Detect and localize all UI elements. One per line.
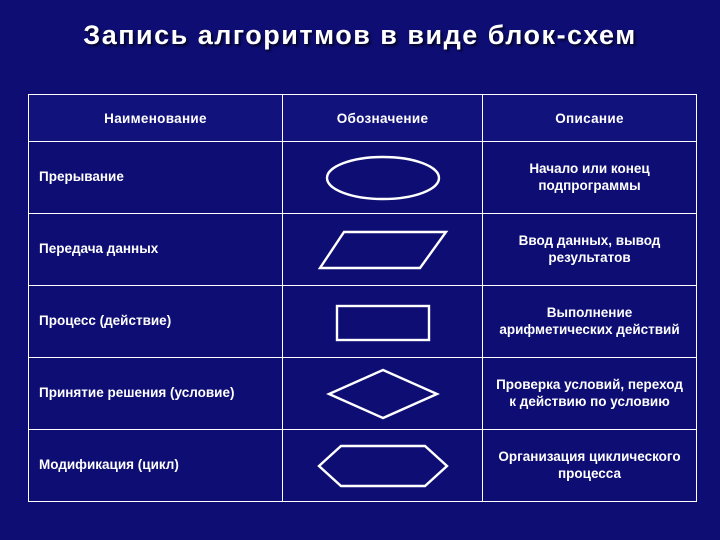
- table-header-row: [29, 95, 697, 142]
- symbol-description: Организация циклического процесса: [483, 430, 697, 502]
- symbol-graphic-cell: [283, 430, 483, 502]
- ellipse-shape: [283, 147, 482, 209]
- symbol-name: Прерывание: [29, 142, 283, 214]
- symbol-name: Процесс (действие): [29, 286, 283, 358]
- table-row: [29, 214, 697, 286]
- page-title: Запись алгоритмов в виде блок-схем: [83, 20, 637, 50]
- flowchart-symbols-table: [28, 94, 696, 502]
- symbol-description: Выполнение арифметических действий: [483, 286, 697, 358]
- hexagon-shape: [283, 435, 482, 497]
- symbol-name: Передача данных: [29, 214, 283, 286]
- symbol-graphic-cell: [283, 142, 483, 214]
- column-header-description: Описание: [483, 95, 697, 142]
- rhombus-shape: [283, 363, 482, 425]
- symbol-graphic-cell: [283, 358, 483, 430]
- column-header-symbol: Обозначение: [283, 95, 483, 142]
- symbol-graphic-cell: [283, 286, 483, 358]
- table-row: [29, 142, 697, 214]
- table-row: [29, 358, 697, 430]
- symbol-description: Ввод данных, вывод результатов: [483, 214, 697, 286]
- symbol-description: Начало или конец подпрограммы: [483, 142, 697, 214]
- rectangle-shape: [283, 291, 482, 353]
- symbol-graphic-cell: [283, 214, 483, 286]
- symbol-name: Принятие решения (условие): [29, 358, 283, 430]
- symbol-name: Модификация (цикл): [29, 430, 283, 502]
- parallelogram-shape: [283, 219, 482, 281]
- table-row: [29, 430, 697, 502]
- table-row: [29, 286, 697, 358]
- symbol-description: Проверка условий, переход к действию по условию: [483, 358, 697, 430]
- column-header-name: Наименование: [29, 95, 283, 142]
